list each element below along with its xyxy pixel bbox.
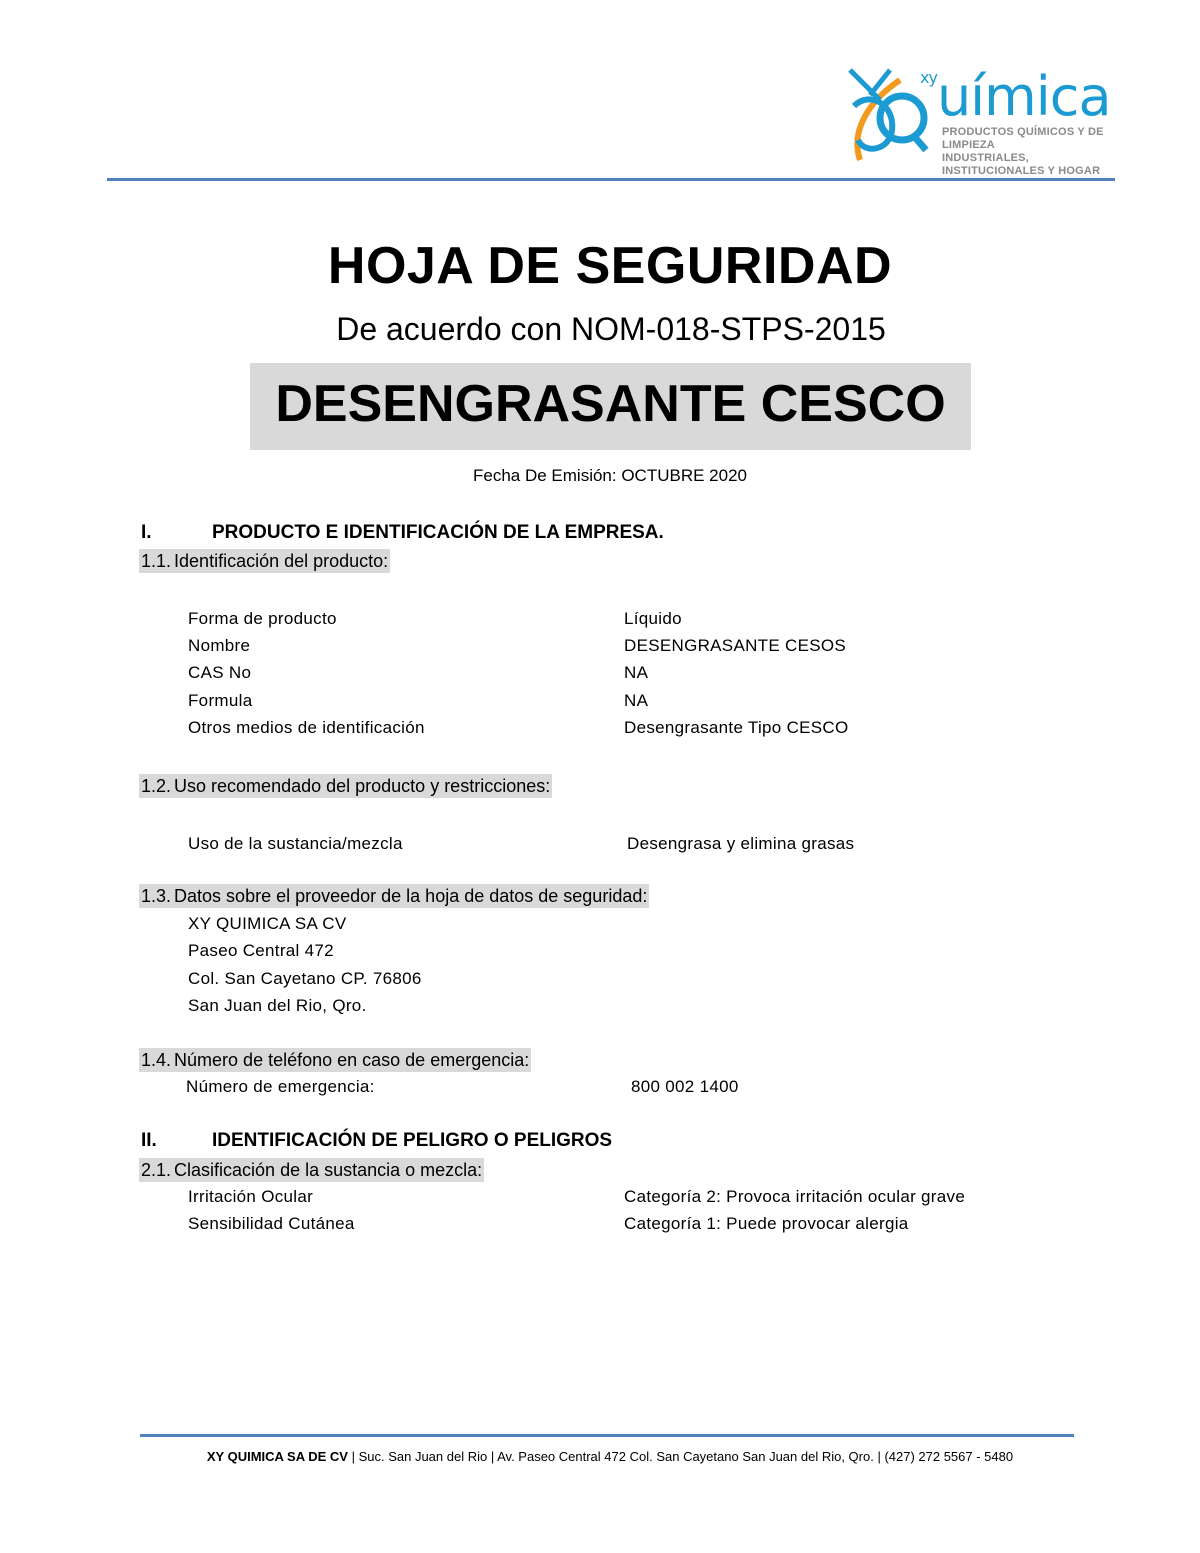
field-label: Formula xyxy=(188,691,253,710)
field-label: Nombre xyxy=(188,636,251,655)
logo-brand-text: uímica xyxy=(936,65,1111,128)
page-subtitle: De acuerdo con NOM-018-STPS-2015 xyxy=(336,311,886,347)
subsection-title: Identificación del producto: xyxy=(174,551,389,571)
subsection-title: Clasificación de la sustancia o mezcla: xyxy=(174,1160,483,1180)
subsection-1-1-heading xyxy=(139,549,390,573)
hazard-label: Sensibilidad Cutánea xyxy=(188,1214,355,1233)
header-divider xyxy=(107,178,1115,181)
logo-tagline-line2: INDUSTRIALES, INSTITUCIONALES Y HOGAR xyxy=(942,152,1101,177)
field-value: Desengrasante Tipo CESCO xyxy=(624,718,849,737)
subsection-title: Uso recomendado del producto y restricciones: xyxy=(174,776,551,796)
supplier-line: Paseo Central 472 xyxy=(188,941,334,960)
emergency-phone: 800 002 1400 xyxy=(631,1077,739,1096)
footer-divider xyxy=(140,1434,1074,1437)
page-footer xyxy=(0,1449,1200,1464)
hazard-value: Categoría 2: Provoca irritación ocular grave xyxy=(624,1187,966,1206)
subsection-number: 1.1. xyxy=(141,551,172,571)
hazard-value: Categoría 1: Puede provocar alergia xyxy=(624,1214,909,1233)
subsection-1-2-heading xyxy=(139,774,552,798)
footer-company: XY QUIMICA SA DE CV xyxy=(206,1449,348,1464)
field-value: Líquido xyxy=(624,609,682,628)
subsection-title: Datos sobre el proveedor de la hoja de datos de seguridad: xyxy=(174,886,648,906)
field-value: Desengrasa y elimina grasas xyxy=(627,834,855,853)
subsection-number: 1.2. xyxy=(141,776,172,796)
logo-brand-prefix: xy xyxy=(920,68,937,87)
footer-details: | Suc. San Juan del Rio | Av. Paseo Central 472 Col. San Cayetano San Juan del Rio, Qro. | (427) 272 5567 - 5480 xyxy=(347,1449,1014,1464)
field-label: Uso de la sustancia/mezcla xyxy=(188,834,403,853)
field-label: Forma de producto xyxy=(188,609,337,628)
logo-brand-name xyxy=(920,65,1111,128)
subsection-1-4-heading xyxy=(139,1048,531,1072)
subsection-number: 1.4. xyxy=(141,1050,172,1070)
section1-title: PRODUCTO E IDENTIFICACIÓN DE LA EMPRESA. xyxy=(212,522,664,543)
subsection-title: Número de teléfono en caso de emergencia: xyxy=(174,1050,530,1070)
field-label: CAS No xyxy=(188,663,252,682)
field-value: NA xyxy=(624,691,649,710)
section2-number: II. xyxy=(141,1130,157,1151)
emergency-label: Número de emergencia: xyxy=(186,1077,375,1096)
supplier-line: Col. San Cayetano CP. 76806 xyxy=(188,969,422,988)
field-label: Otros medios de identificación xyxy=(188,718,425,737)
company-logo xyxy=(840,60,1120,177)
logo-swoosh-icon xyxy=(840,60,930,170)
section2-title: IDENTIFICACIÓN DE PELIGRO O PELIGROS xyxy=(212,1130,613,1151)
section1-number: I. xyxy=(141,522,152,543)
field-value: NA xyxy=(624,663,649,682)
supplier-line: XY QUIMICA SA CV xyxy=(188,914,347,933)
issue-date: Fecha De Emisión: OCTUBRE 2020 xyxy=(473,466,747,485)
logo-tagline-line1: PRODUCTOS QUÍMICOS Y DE LIMPIEZA xyxy=(942,126,1104,151)
product-name: DESENGRASANTE CESCO xyxy=(275,375,946,433)
subsection-2-1-heading xyxy=(139,1158,484,1182)
subsection-number: 2.1. xyxy=(141,1160,172,1180)
hazard-label: Irritación Ocular xyxy=(188,1187,314,1206)
field-value: DESENGRASANTE CESOS xyxy=(624,636,847,655)
subsection-number: 1.3. xyxy=(141,886,172,906)
subsection-1-3-heading xyxy=(139,884,649,908)
logo-tagline xyxy=(942,126,1122,178)
supplier-line: San Juan del Rio, Qro. xyxy=(188,996,367,1015)
page-title: HOJA DE SEGURIDAD xyxy=(327,237,893,295)
